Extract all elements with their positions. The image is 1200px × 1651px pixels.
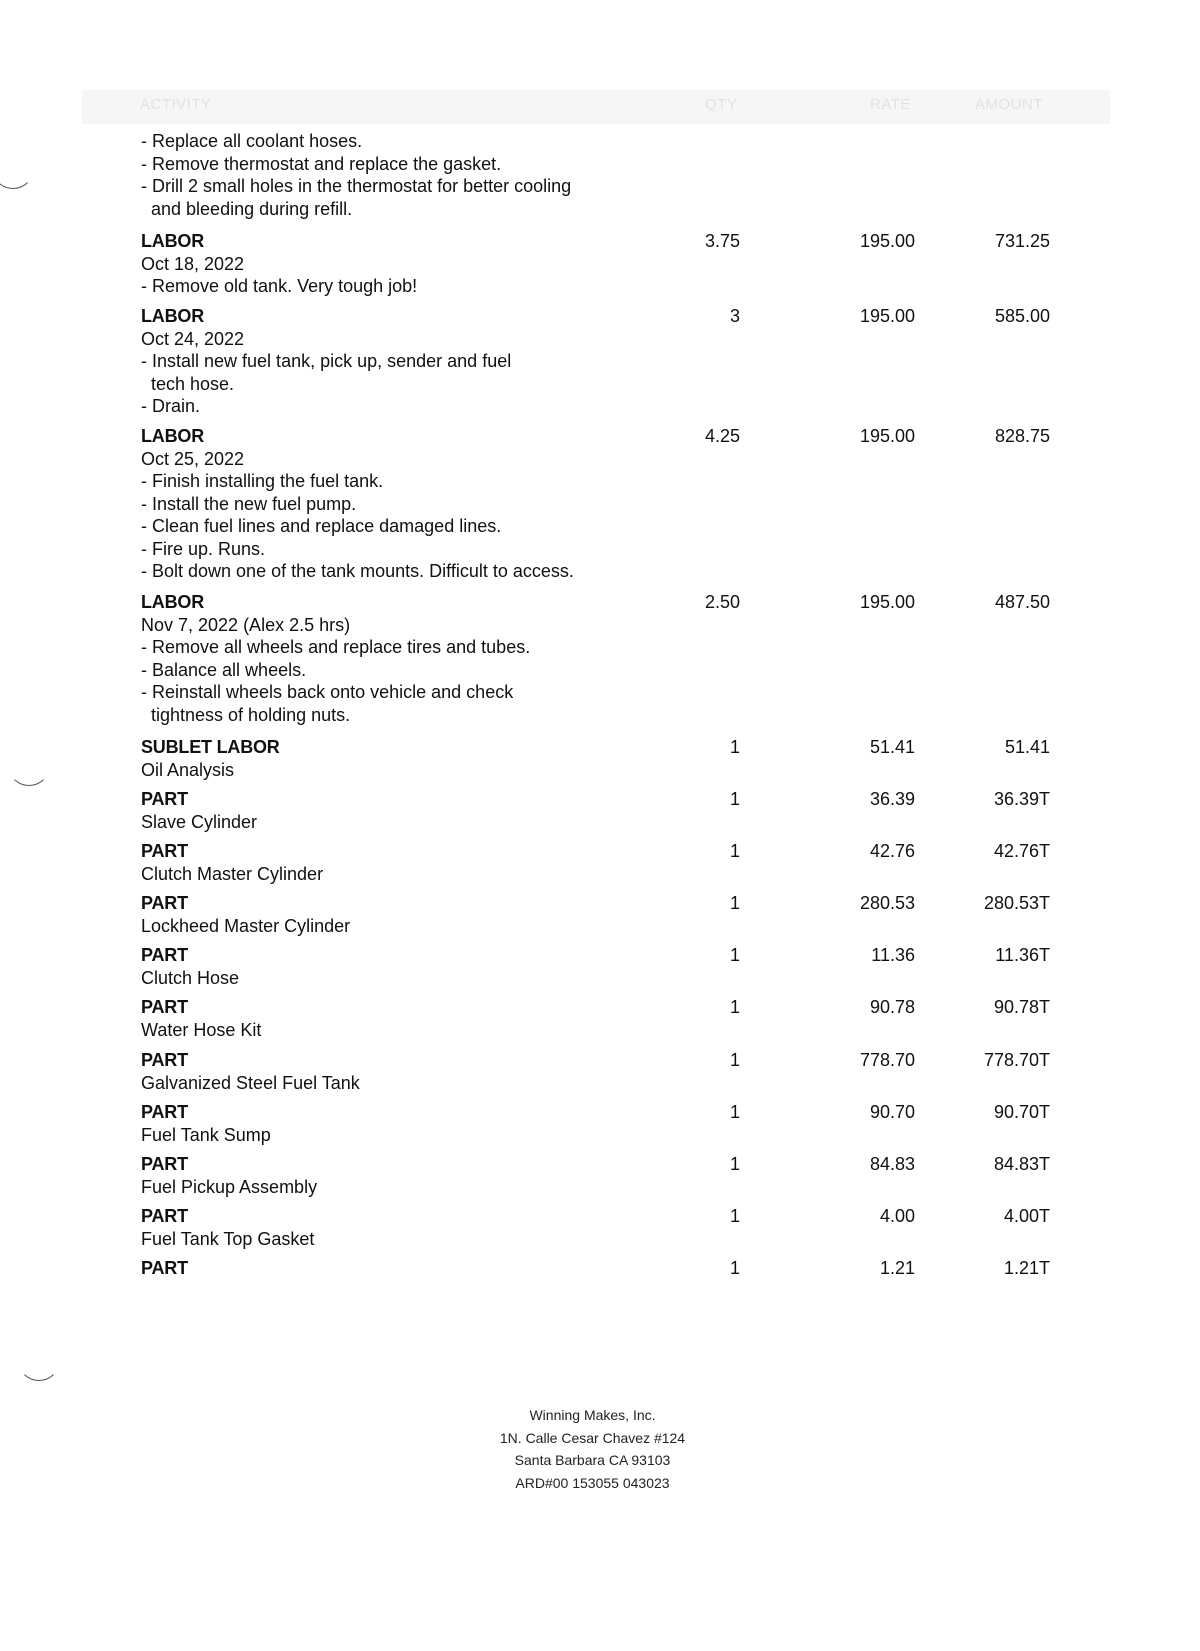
item-type: PART (141, 997, 188, 1017)
rate-cell: 195.00 (859, 426, 915, 446)
activity-cell (141, 892, 641, 937)
activity-cell (141, 230, 641, 298)
rate-cell: 778.70 (859, 1050, 915, 1070)
item-type: PART (141, 1102, 188, 1122)
activity-description-line: Water Hose Kit (141, 1019, 262, 1040)
activity-description-line: - Reinstall wheels back onto vehicle and check (141, 682, 514, 702)
amount-cell: 731.25 (994, 231, 1050, 251)
company-address-line2: Santa Barbara CA 93103 (514, 1452, 671, 1468)
activity-description-line: Fuel Tank Sump (141, 1124, 271, 1145)
activity-description-line: Slave Cylinder (141, 811, 258, 832)
binder-hole-mark (18, 1340, 60, 1381)
item-type: PART (141, 841, 188, 861)
activity-cell (141, 1205, 641, 1250)
activity-description-line: tightness of holding nuts. (141, 704, 351, 725)
amount-cell: 778.70T (983, 1050, 1050, 1070)
company-name: Winning Makes, Inc. (529, 1407, 656, 1423)
activity-cell (141, 1153, 641, 1198)
activity-description-line: Clutch Hose (141, 967, 240, 988)
qty-cell: 1 (729, 1258, 740, 1278)
activity-description-line: Oct 25, 2022 (141, 448, 245, 469)
rate-cell: 195.00 (859, 231, 915, 251)
qty-cell: 1 (729, 1102, 740, 1122)
item-type: LABOR (141, 426, 204, 446)
activity-description-line: - Bolt down one of the tank mounts. Difficult to access. (141, 561, 574, 581)
amount-cell: 828.75 (994, 426, 1050, 446)
item-type: PART (141, 1258, 188, 1278)
amount-cell: 51.41 (1004, 737, 1050, 757)
rate-cell: 1.21 (879, 1258, 915, 1278)
qty-cell: 1 (729, 1206, 740, 1226)
rate-cell: 90.70 (869, 1102, 915, 1122)
amount-cell: 84.83T (993, 1154, 1050, 1174)
rate-cell: 42.76 (869, 841, 915, 861)
activity-cell (141, 996, 641, 1041)
amount-cell: 42.76T (993, 841, 1050, 861)
activity-description-line: - Clean fuel lines and replace damaged lines. (141, 516, 502, 536)
activity-description-line: Galvanized Steel Fuel Tank (141, 1072, 360, 1093)
qty-cell: 1 (729, 789, 740, 809)
activity-description-line: - Fire up. Runs. (141, 538, 266, 559)
amount-cell: 4.00T (1003, 1206, 1050, 1226)
rate-cell: 84.83 (869, 1154, 915, 1174)
header-rate: RATE (870, 96, 911, 113)
rate-cell: 195.00 (859, 306, 915, 326)
item-type: PART (141, 1050, 188, 1070)
activity-cell (141, 840, 641, 885)
qty-cell: 1 (729, 945, 740, 965)
activity-cell (141, 591, 641, 726)
binder-hole-mark (0, 148, 34, 189)
activity-description-line: Fuel Tank Top Gasket (141, 1228, 315, 1249)
activity-description-line: - Replace all coolant hoses. (141, 131, 363, 151)
amount-cell: 90.78T (993, 997, 1050, 1017)
item-type: PART (141, 789, 188, 809)
activity-description-line: - Install new fuel tank, pick up, sender and fuel (141, 351, 512, 371)
item-type: LABOR (141, 306, 204, 326)
rate-cell: 11.36 (871, 945, 915, 965)
binder-hole-mark (8, 745, 50, 786)
activity-cell (141, 788, 641, 833)
rate-cell: 51.41 (869, 737, 915, 757)
activity-cell (141, 944, 641, 989)
rate-cell: 4.00 (879, 1206, 915, 1226)
activity-cell (141, 1257, 641, 1280)
activity-description-line: Oil Analysis (141, 759, 235, 780)
activity-description-line: - Remove all wheels and replace tires and tubes. (141, 637, 531, 657)
activity-description-line: Fuel Pickup Assembly (141, 1176, 318, 1197)
qty-cell: 1 (729, 1154, 740, 1174)
header-qty: QTY (705, 96, 738, 113)
company-address-line1: 1N. Calle Cesar Chavez #124 (499, 1429, 686, 1446)
amount-cell: 1.21T (1003, 1258, 1050, 1278)
activity-cell (141, 305, 641, 418)
activity-description-line: Clutch Master Cylinder (141, 863, 324, 884)
activity-description-line: - Drain. (141, 396, 201, 416)
rate-cell: 90.78 (869, 997, 915, 1017)
qty-cell: 3 (729, 306, 740, 326)
item-type: SUBLET LABOR (141, 737, 280, 757)
item-type: PART (141, 1154, 188, 1174)
activity-description-line: Lockheed Master Cylinder (141, 915, 351, 936)
activity-cell (141, 736, 641, 781)
header-activity: ACTIVITY (140, 96, 212, 113)
activity-cell (141, 130, 641, 220)
amount-cell: 36.39T (993, 789, 1050, 809)
activity-description-line: - Balance all wheels. (141, 659, 307, 680)
activity-description-line: - Remove thermostat and replace the gasket. (141, 153, 502, 174)
company-ard-number: ARD#00 153055 043023 (515, 1474, 670, 1491)
activity-description-line: - Drill 2 small holes in the thermostat for better cooling (141, 176, 572, 196)
item-type: PART (141, 893, 188, 913)
rate-cell: 280.53 (859, 893, 915, 913)
qty-cell: 1 (729, 841, 740, 861)
activity-description-line: Oct 18, 2022 (141, 253, 245, 274)
column-header-bar (82, 90, 1110, 124)
item-type: LABOR (141, 592, 204, 612)
item-type: PART (141, 1206, 188, 1226)
amount-cell: 585.00 (994, 306, 1050, 326)
amount-cell: 11.36T (995, 945, 1050, 965)
activity-description-line: - Finish installing the fuel tank. (141, 471, 384, 491)
activity-description-line: - Remove old tank. Very tough job! (141, 276, 418, 296)
activity-description-line: Oct 24, 2022 (141, 328, 245, 349)
item-type: PART (141, 945, 188, 965)
qty-cell: 4.25 (704, 426, 740, 446)
item-type: LABOR (141, 231, 204, 251)
amount-cell: 487.50 (994, 592, 1050, 612)
activity-description-line: Nov 7, 2022 (Alex 2.5 hrs) (141, 614, 351, 635)
activity-cell (141, 1049, 641, 1094)
amount-cell: 280.53T (983, 893, 1050, 913)
activity-cell (141, 1101, 641, 1146)
activity-description-line: - Install the new fuel pump. (141, 493, 357, 514)
activity-description-line: tech hose. (141, 373, 235, 394)
header-amount: AMOUNT (975, 96, 1043, 113)
qty-cell: 3.75 (704, 231, 740, 251)
qty-cell: 1 (729, 1050, 740, 1070)
qty-cell: 2.50 (704, 592, 740, 612)
amount-cell: 90.70T (993, 1102, 1050, 1122)
activity-cell (141, 425, 641, 583)
qty-cell: 1 (729, 893, 740, 913)
rate-cell: 36.39 (869, 789, 915, 809)
company-footer (400, 1404, 785, 1494)
activity-description-line: and bleeding during refill. (141, 198, 353, 219)
qty-cell: 1 (729, 997, 740, 1017)
qty-cell: 1 (729, 737, 740, 757)
rate-cell: 195.00 (859, 592, 915, 612)
